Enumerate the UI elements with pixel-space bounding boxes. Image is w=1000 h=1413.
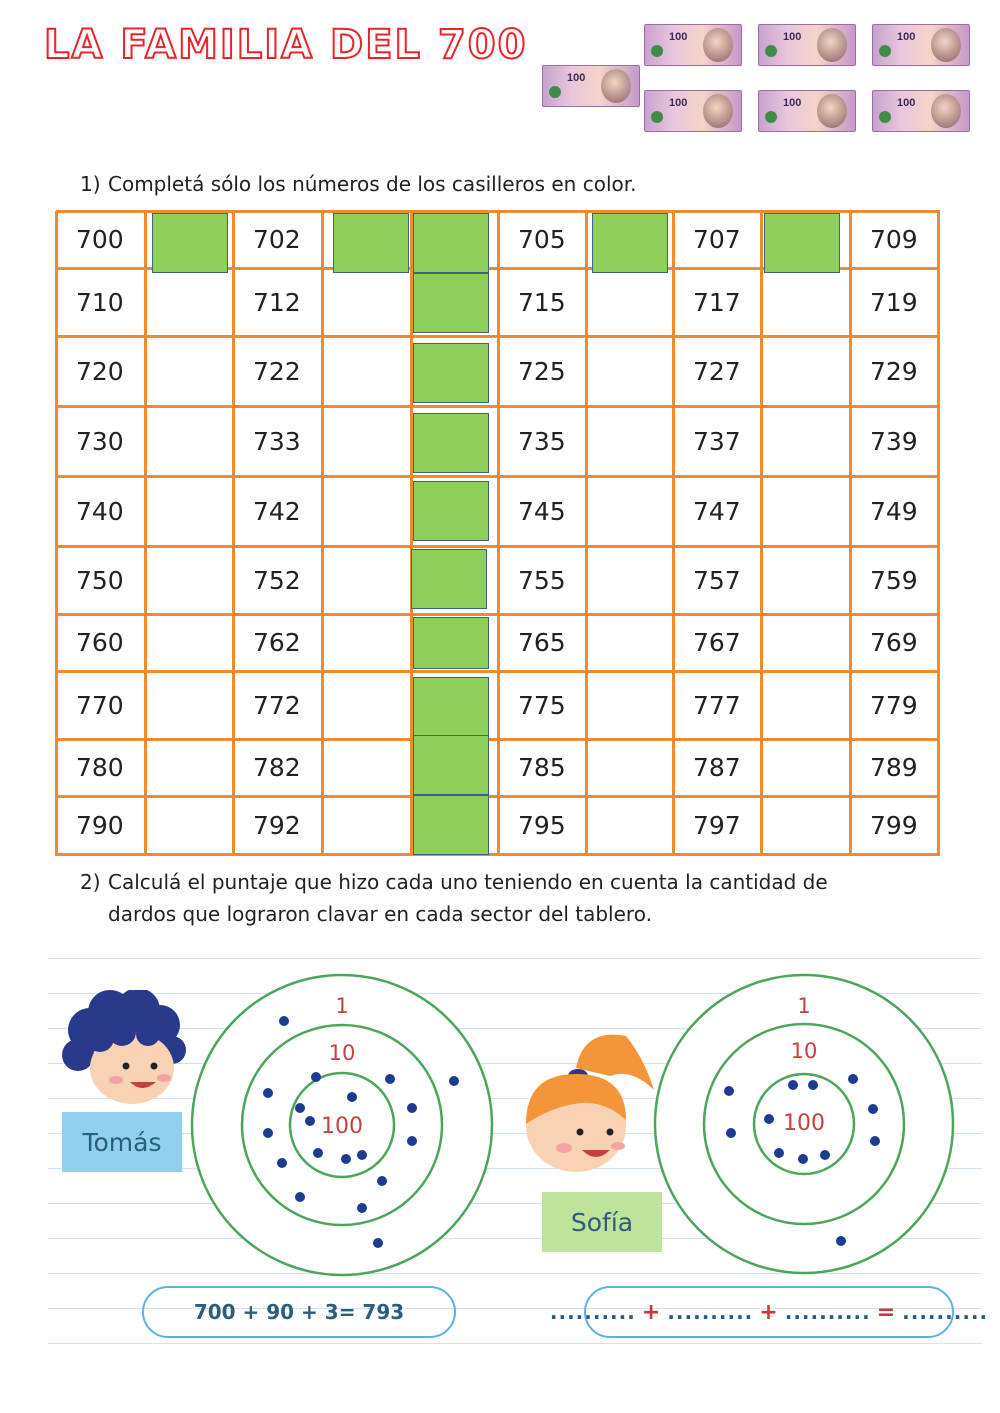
grid-number: 700 [76,225,124,254]
grid-number: 775 [518,690,566,720]
grid-empty-cell[interactable] [761,671,850,739]
colored-cell-to-complete[interactable] [413,481,489,541]
colored-cell-to-complete[interactable] [413,735,489,795]
grid-number: 730 [76,426,124,456]
sofia-avatar [514,1028,659,1178]
grid-number: 782 [253,753,301,782]
ring-label-1: 1 [335,994,349,1018]
grid-number: 725 [518,356,566,386]
grid-empty-cell[interactable] [145,336,233,406]
grid-empty-cell[interactable] [145,546,233,614]
grid-empty-cell[interactable] [322,336,411,406]
dartboard-tomas [190,973,494,1277]
grid-number: 757 [693,565,741,595]
grid-line [585,211,588,856]
grid-number: 747 [693,496,741,526]
grid-empty-cell[interactable] [145,476,233,546]
exercise-number: 2) [80,870,101,894]
grid-number: 759 [870,565,918,595]
grid-number: 717 [693,287,741,317]
grid-empty-cell[interactable] [322,406,411,476]
grid-empty-cell[interactable] [761,739,850,796]
answer-blank[interactable]: .......... [784,1299,871,1324]
dartboard-sofia [653,973,955,1275]
colored-cell-to-complete[interactable] [411,549,487,609]
grid-number: 745 [518,496,566,526]
colored-cell-to-complete[interactable] [764,213,840,273]
banknote-image: 100 [542,65,640,107]
banknote-image: 100 [758,24,856,66]
exercise-text-line: dardos que lograron clavar en cada sector del tablero. [108,902,652,926]
page-title: LA FAMILIA DEL 700 [44,22,528,68]
grid-number: 785 [518,753,566,782]
grid-number: 737 [693,426,741,456]
colored-cell-to-complete[interactable] [413,413,489,473]
exercise-2-instruction [80,866,828,930]
grid-empty-cell[interactable] [586,546,673,614]
ring-label-100: 100 [321,1114,363,1139]
grid-empty-cell[interactable] [145,268,233,336]
grid-empty-cell[interactable] [761,614,850,671]
grid-number: 742 [253,496,301,526]
grid-number: 712 [253,287,301,317]
grid-empty-cell[interactable] [322,614,411,671]
grid-number: 705 [518,225,566,254]
banknote-image: 100 [872,24,970,66]
grid-number: 772 [253,690,301,720]
grid-number: 727 [693,356,741,386]
grid-line [55,211,58,856]
grid-number: 752 [253,565,301,595]
ruled-line [48,958,982,959]
colored-cell-to-complete[interactable] [413,343,489,403]
grid-line [144,211,147,856]
grid-number: 767 [693,628,741,657]
grid-number: 709 [870,225,918,254]
name-tag-sofia: Sofía [542,1192,662,1252]
grid-number: 780 [76,753,124,782]
grid-number: 750 [76,565,124,595]
colored-cell-to-complete[interactable] [592,213,668,273]
grid-empty-cell[interactable] [761,406,850,476]
grid-empty-cell[interactable] [586,796,673,854]
grid-empty-cell[interactable] [761,336,850,406]
grid-empty-cell[interactable] [145,614,233,671]
grid-number: 779 [870,690,918,720]
grid-number: 722 [253,356,301,386]
grid-number: 720 [76,356,124,386]
grid-number: 797 [693,810,741,840]
grid-empty-cell[interactable] [761,476,850,546]
colored-cell-to-complete[interactable] [152,213,228,273]
ring-label-10: 10 [328,1041,356,1065]
grid-line [937,211,940,856]
colored-cell-to-complete[interactable] [413,213,489,273]
grid-number: 735 [518,426,566,456]
exercise-text-line: Calculá el puntaje que hizo cada uno teniendo en cuenta la cantidad de [108,870,828,894]
grid-empty-cell[interactable] [322,546,411,614]
grid-empty-cell[interactable] [322,796,411,854]
grid-number: 795 [518,810,566,840]
banknote-image: 100 [758,90,856,132]
grid-empty-cell[interactable] [761,268,850,336]
grid-number: 787 [693,753,741,782]
grid-empty-cell[interactable] [586,476,673,546]
banknote-image: 100 [644,90,742,132]
grid-number: 777 [693,690,741,720]
plus-sign: + [641,1299,662,1325]
grid-empty-cell[interactable] [322,476,411,546]
grid-number: 719 [870,287,918,317]
grid-line [497,211,500,856]
grid-empty-cell[interactable] [586,671,673,739]
grid-empty-cell[interactable] [586,406,673,476]
grid-line [232,211,235,856]
grid-number: 792 [253,810,301,840]
result-box-tomas: 700 + 90 + 3= 793 [142,1286,456,1338]
grid-line [760,211,763,856]
ring-label-1: 1 [797,994,811,1018]
exercise-1-instruction [80,168,637,200]
grid-number: 789 [870,753,918,782]
exercise-number: 1) [80,172,101,196]
answer-blanks[interactable] [550,1300,988,1325]
grid-line [849,211,852,856]
number-grid [56,211,938,854]
colored-cell-to-complete[interactable] [413,795,489,855]
banknote-image: 100 [872,90,970,132]
answer-blank[interactable]: .......... [667,1299,754,1324]
grid-number: 707 [693,225,741,254]
grid-empty-cell[interactable] [761,796,850,854]
colored-cell-to-complete[interactable] [413,273,489,333]
grid-number: 715 [518,287,566,317]
grid-number: 770 [76,690,124,720]
grid-empty-cell[interactable] [145,739,233,796]
grid-number: 765 [518,628,566,657]
colored-cell-to-complete[interactable] [333,213,409,273]
grid-empty-cell[interactable] [145,796,233,854]
exercise-text: Completá sólo los números de los casilleros en color. [108,172,637,196]
name-tag-tomas: Tomás [62,1112,182,1172]
grid-empty-cell[interactable] [586,739,673,796]
grid-empty-cell[interactable] [586,336,673,406]
grid-number: 710 [76,287,124,317]
grid-empty-cell[interactable] [586,614,673,671]
grid-number: 702 [253,225,301,254]
result-box-sofia[interactable] [549,1286,989,1338]
grid-empty-cell[interactable] [586,268,673,336]
grid-number: 769 [870,628,918,657]
colored-cell-to-complete[interactable] [413,677,489,737]
tomas-avatar [60,990,190,1110]
equals-sign: = [876,1299,897,1325]
grid-line [672,211,675,856]
answer-total-blank[interactable]: .......... [902,1299,989,1324]
grid-number: 739 [870,426,918,456]
grid-empty-cell[interactable] [322,268,411,336]
ring-label-10: 10 [790,1039,818,1063]
ring-label-100: 100 [783,1111,825,1136]
grid-empty-cell[interactable] [761,546,850,614]
grid-number: 760 [76,628,124,657]
banknote-image: 100 [644,24,742,66]
grid-line [321,211,324,856]
grid-empty-cell[interactable] [145,671,233,739]
grid-number: 755 [518,565,566,595]
grid-number: 729 [870,356,918,386]
grid-number: 799 [870,810,918,840]
grid-number: 790 [76,810,124,840]
grid-empty-cell[interactable] [322,739,411,796]
colored-cell-to-complete[interactable] [413,617,489,669]
plus-sign: + [759,1299,779,1325]
grid-empty-cell[interactable] [322,671,411,739]
ruled-line [48,1343,982,1344]
grid-number: 733 [253,426,301,456]
grid-number: 749 [870,496,918,526]
grid-number: 740 [76,496,124,526]
grid-empty-cell[interactable] [145,406,233,476]
grid-number: 762 [253,628,301,657]
answer-blank[interactable]: .......... [549,1299,636,1324]
